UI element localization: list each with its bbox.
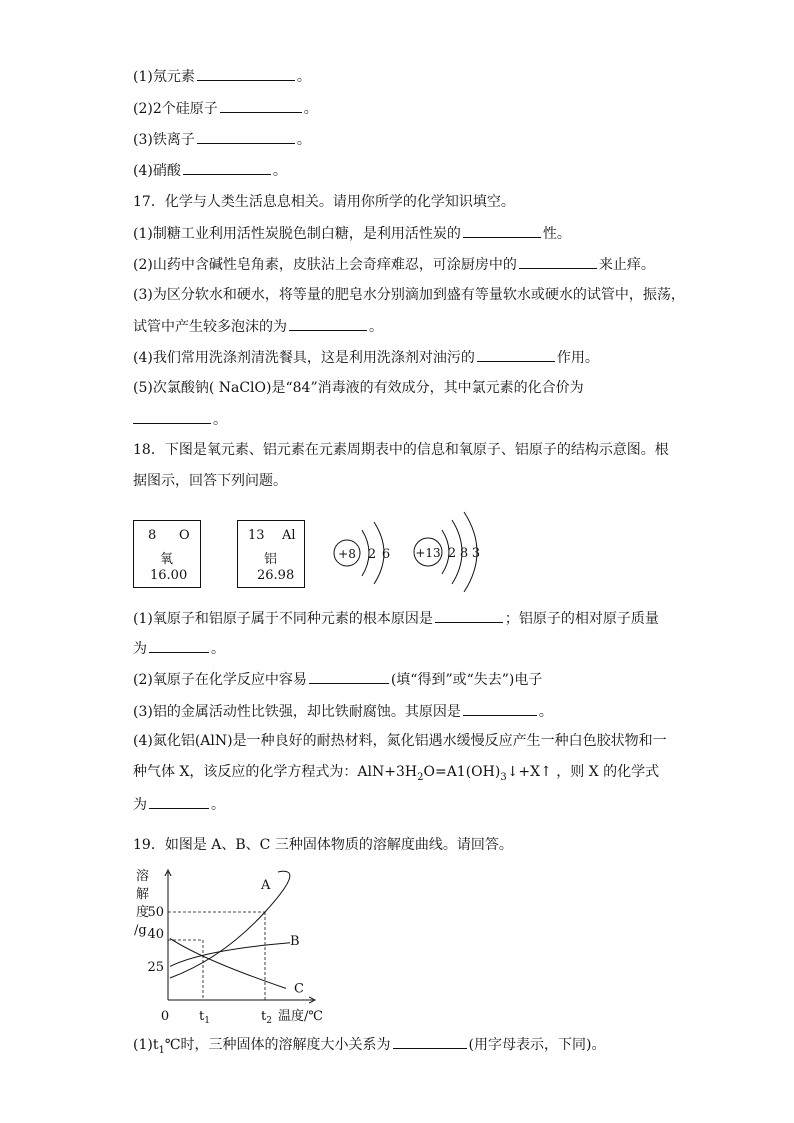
q18-part-4-equation: 种气体 X，该反应的化学方程式为：$AlN+3H_2O=A1(OH)_3↓+X↑$ ，则 X 的化学式 xyxy=(133,764,660,783)
q19-part-1: $(1)t_1℃$时，三种固体的溶解度大小关系为 (用字母表示，下同)。 xyxy=(133,1034,605,1061)
y-tick-label: 25 xyxy=(147,960,164,975)
q17-part-1: (1)制糖工业利用活性炭脱色制白糖，是利用活性炭的 性。 xyxy=(133,223,571,244)
answer-blank[interactable] xyxy=(149,638,209,653)
aluminum-name: 铝 xyxy=(264,552,278,567)
q16-item-3-label: (3)铁离子 xyxy=(133,132,195,148)
q18-part-4-cont: 为 。 xyxy=(133,794,225,815)
x-tick-label-t2: $t_2$ xyxy=(261,1009,272,1026)
y-tick-label: 40 xyxy=(147,927,164,942)
oxygen-element-card xyxy=(133,520,201,588)
answer-blank[interactable] xyxy=(463,223,541,238)
q17-stem: 17．化学与人类生活息息相关。请用你所学的化学知识填空。 xyxy=(133,194,515,210)
q17-part-5-cont: 。 xyxy=(133,409,227,430)
aluminum-shell-2-electrons: 8 xyxy=(459,546,469,561)
y-axis-label-char: 解 xyxy=(136,887,150,902)
series-A-curve xyxy=(170,871,290,978)
series-B-curve xyxy=(170,943,290,967)
aluminum-shell-3-electrons: 3 xyxy=(471,546,481,561)
x-axis-label: 温度/℃ xyxy=(278,1009,323,1024)
q19-stem: 19．如图是 A、B、C 三种固体物质的溶解度曲线。请回答。 xyxy=(133,837,513,853)
oxygen-shell-1-electrons: 2 xyxy=(367,547,377,562)
oxygen-nucleus-charge: +8 xyxy=(338,547,356,561)
q16-item-2-label: (2)2个硅原子 xyxy=(133,101,218,117)
oxygen-atomic-mass: 16.00 xyxy=(150,568,188,583)
y-axis-label-char: 溶 xyxy=(136,869,150,884)
q16-item-3: (3)铁离子 。 xyxy=(133,129,311,150)
x-tick-label-t1: $t_1$ xyxy=(199,1009,210,1026)
q17-part-3-cont: 试管中产生较多泡沫的为 。 xyxy=(133,316,383,337)
y-axis-label-char: /g xyxy=(134,923,147,938)
answer-blank[interactable] xyxy=(197,129,295,144)
q16-item-2: (2)2个硅原子 。 xyxy=(133,98,318,119)
q18-part-1: (1)氧原子和铝原子属于不同种元素的根本原因是 ；铝原子的相对原子质量 xyxy=(133,608,659,629)
answer-blank[interactable] xyxy=(463,701,537,716)
aluminum-atomic-mass: 26.98 xyxy=(257,568,295,583)
q17-part-2: (2)山药中含碱性皂角素，皮肤沾上会奇痒难忍，可涂厨房中的 来止痒。 xyxy=(133,254,655,275)
q18-part-3: (3)铝的金属活动性比铁强，却比铁耐腐蚀。其原因是 。 xyxy=(133,701,553,722)
q17-part-5: (5)次氯酸钠( NaClO)是“84”消毒液的有效成分，其中氯元素的化合价为 xyxy=(133,380,584,396)
answer-blank[interactable] xyxy=(309,669,389,684)
q18-part-4: (4)氮化铝(AlN)是一种良好的耐热材料，氮化铝遇水缓慢反应产生一种白色胶状物和一 xyxy=(133,733,667,749)
q18-stem-1: 18．下图是氧元素、铝元素在元素周期表中的信息和氧原子、铝原子的结构示意图。根 xyxy=(133,442,669,458)
q16-item-4-label: (4)硝酸 xyxy=(133,163,181,179)
origin-label: 0 xyxy=(160,1009,170,1024)
series-B-label: B xyxy=(290,933,300,949)
oxygen-atomic-number: 8 xyxy=(148,528,157,543)
answer-blank[interactable] xyxy=(220,98,302,113)
q16-item-1: (1)氖元素 。 xyxy=(133,66,311,87)
aluminum-atomic-number: 13 xyxy=(248,528,265,543)
q17-part-4: (4)我们常用洗涤剂清洗餐具，这是利用洗涤剂对油污的 作用。 xyxy=(133,347,599,368)
oxygen-shell-2-electrons: 6 xyxy=(381,547,391,562)
atom-structure-diagrams xyxy=(330,508,510,598)
aluminum-element-card xyxy=(237,520,305,588)
aluminum-symbol: Al xyxy=(282,528,296,543)
series-A-label: A xyxy=(261,878,271,893)
oxygen-symbol: O xyxy=(179,528,190,543)
q18-part-1-cont: 为 。 xyxy=(133,638,225,659)
q17-part-3: (3)为区分软水和硬水，将等量的肥皂水分别滴加到盛有等量软水或硬水的试管中，振荡， xyxy=(133,287,685,303)
y-axis-label-char: 度 xyxy=(136,905,150,920)
answer-blank[interactable] xyxy=(149,794,209,809)
q18-stem-2: 据图示，回答下列问题。 xyxy=(133,473,287,489)
q18-part-2: (2)氧原子在化学反应中容易 (填“得到”或“失去”)电子 xyxy=(133,669,542,690)
oxygen-name: 氧 xyxy=(160,552,174,567)
aluminum-shell-1-electrons: 2 xyxy=(447,546,457,561)
answer-blank[interactable] xyxy=(133,409,211,424)
answer-blank[interactable] xyxy=(289,316,367,331)
aluminum-nucleus-charge: +13 xyxy=(415,546,441,560)
series-C-label: C xyxy=(294,981,304,997)
answer-blank[interactable] xyxy=(197,66,295,81)
y-tick-label: 50 xyxy=(147,905,164,920)
answer-blank[interactable] xyxy=(477,347,555,362)
q16-item-1-label: (1)氖元素 xyxy=(133,69,195,85)
q16-item-4: (4)硝酸 。 xyxy=(133,160,287,181)
answer-blank[interactable] xyxy=(183,160,271,175)
answer-blank[interactable] xyxy=(435,608,503,623)
solubility-curve-chart xyxy=(128,862,323,1026)
answer-blank[interactable] xyxy=(393,1034,467,1049)
answer-blank[interactable] xyxy=(519,254,597,269)
